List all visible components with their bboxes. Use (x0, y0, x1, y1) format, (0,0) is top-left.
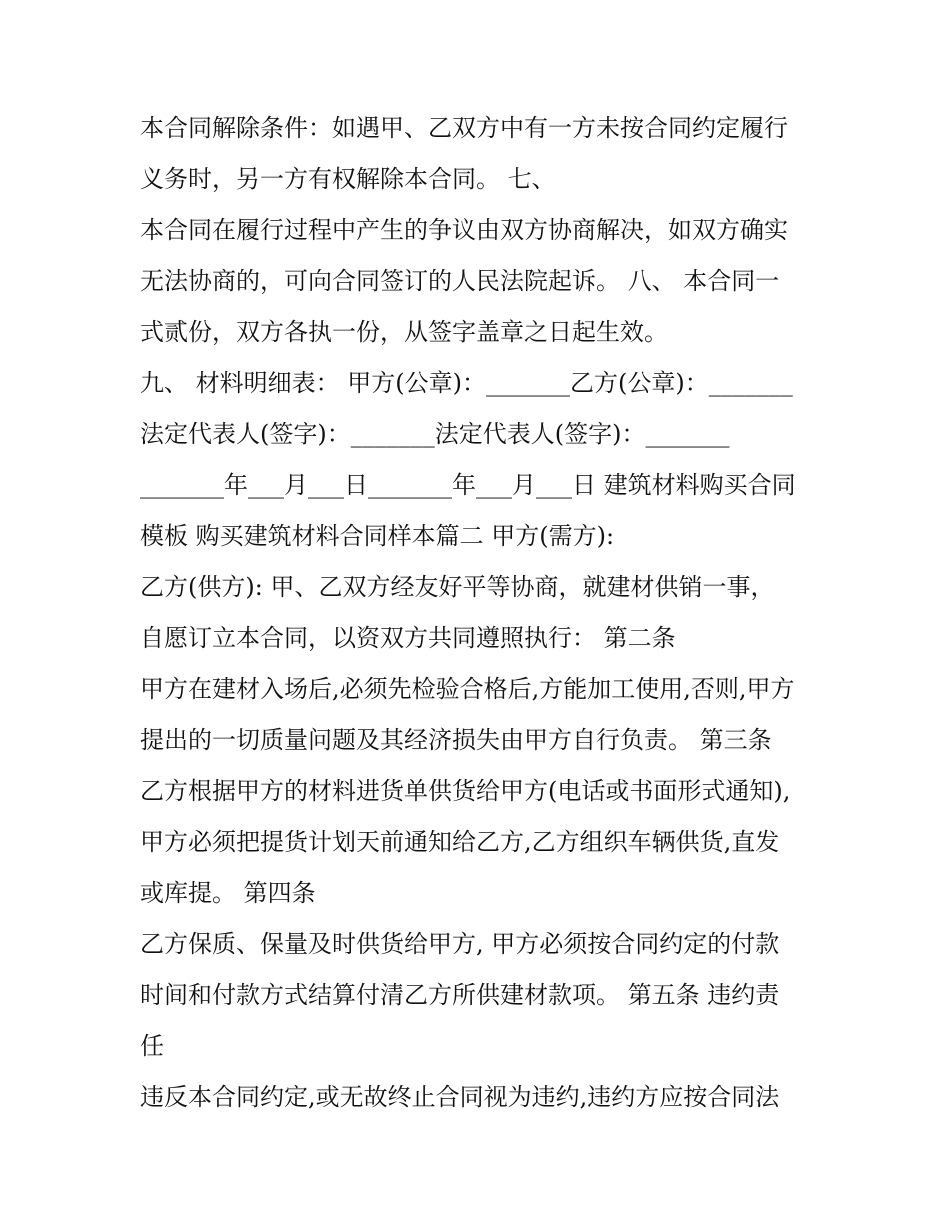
text-line: 违反本合同约定,或无故终止合同视为违约,违约方应按合同法 (140, 1083, 780, 1111)
text-line: 乙方(供方): 甲、乙双方经友好平等协商，就建材供销一事， (140, 573, 775, 601)
contract-body-text (140, 106, 820, 1126)
text-line: 式贰份，双方各执一份，从签字盖章之日起生效。 (140, 318, 668, 346)
text-line: 甲方必须把提货计划天前通知给乙方,乙方组织车辆供货,直发 (140, 828, 780, 856)
text-line: 九、 材料明细表： 甲方(公章)：_______乙方(公章)：_______ (140, 369, 793, 397)
text-line: 时间和付款方式结算付清乙方所供建材款项。 第五条 违约责 (140, 981, 780, 1009)
text-line: 本合同解除条件：如遇甲、乙双方中有一方未按合同约定履行 (140, 114, 788, 142)
text-line: 乙方保质、保量及时供货给甲方, 甲方必须按合同约定的付款 (140, 930, 780, 958)
text-line: 无法协商的，可向合同签订的人民法院起诉。 八、 本合同一 (140, 267, 780, 295)
text-line: 任 (140, 1032, 164, 1060)
text-line: _______年___月___日_______年___月___日 建筑材料购买合同 (140, 471, 796, 499)
text-line: 本合同在履行过程中产生的争议由双方协商解决，如双方确实 (140, 216, 788, 244)
text-line: 甲方在建材入场后,必须先检验合格后,方能加工使用,否则,甲方 (140, 675, 795, 703)
text-line: 模板 购买建筑材料合同样本篇二 甲方(需方): (140, 522, 615, 550)
text-line: 提出的一切质量问题及其经济损失由甲方自行负责。 第三条 (140, 726, 772, 754)
text-line: 乙方根据甲方的材料进货单供货给甲方(电话或书面形式通知), (140, 777, 791, 805)
text-line: 或库提。 第四条 (140, 879, 316, 907)
text-line: 义务时，另一方有权解除本合同。 七、 (140, 165, 556, 193)
text-line: 法定代表人(签字)：_______法定代表人(签字)：_______ (140, 420, 730, 448)
text-line: 自愿订立本合同，以资双方共同遵照执行： 第二条 (140, 624, 676, 652)
